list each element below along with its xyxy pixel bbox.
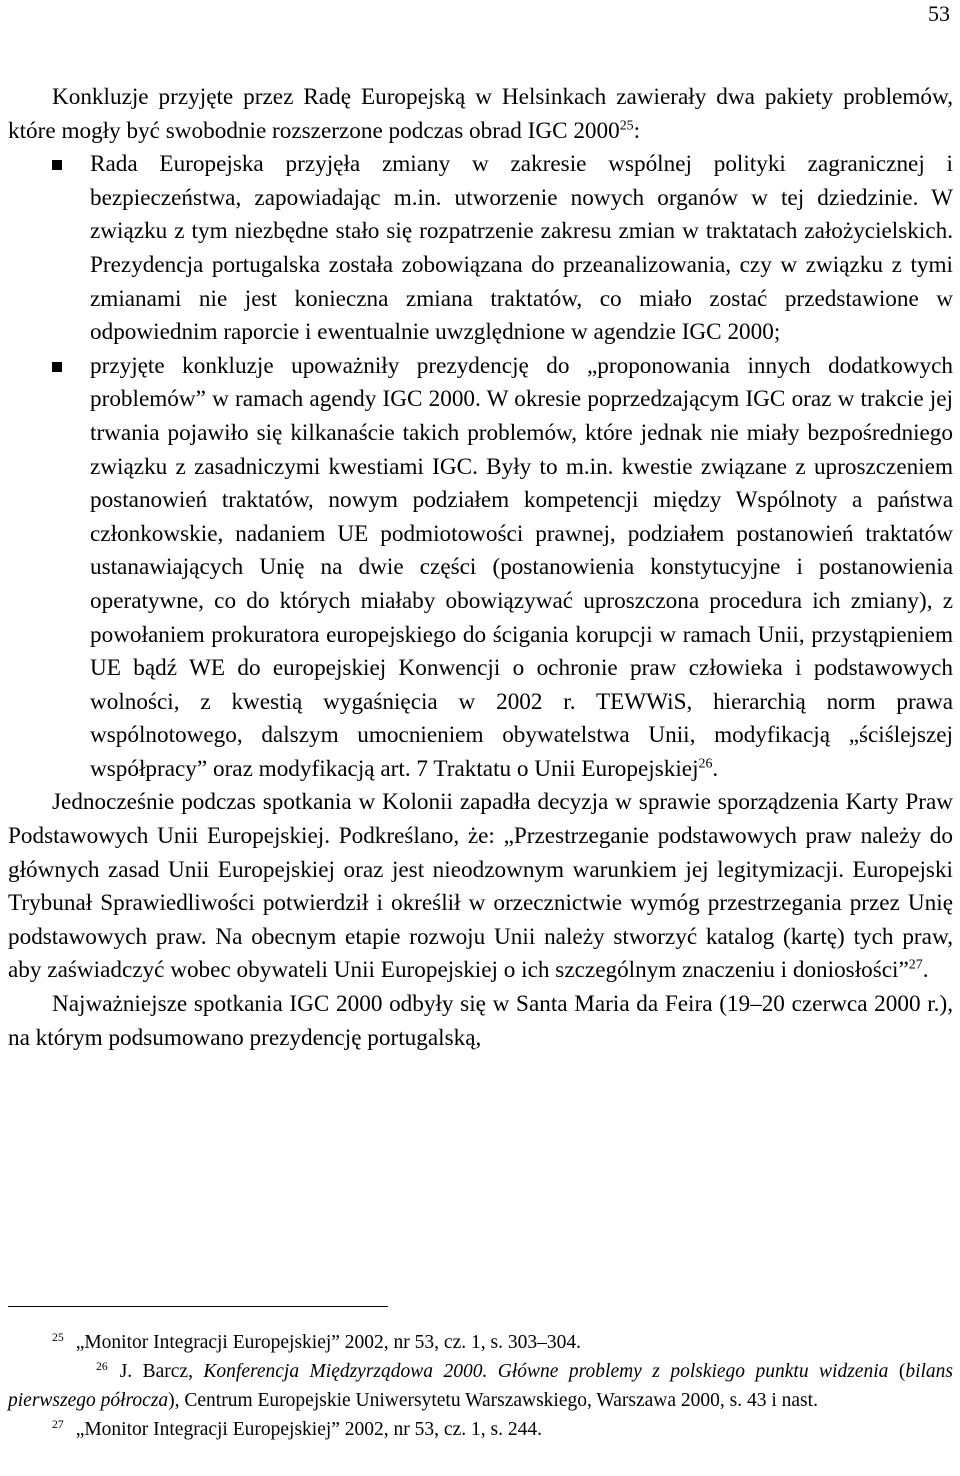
paragraph-charter-text: Jednocześnie podczas spotkania w Kolonii zapadła decyzja w sprawie sporządzenia Karty Praw Podstawowych Unii Europejskiej. Podkreślano, że: „Przestrzeganie podstawowych praw należy do głównych zasad Unii Europejskiej oraz jest nieodzownym warunkiem jej legitymizacji. Europejski Trybunał Sprawiedliwości potwierdził i określił w orzecznictwie wymóg przestrzegania przez Unię podstawowych praw. Na obecnym etapie rozwoju Unii należy stworzyć katalog (kartę) tych praw, aby zaświadczyć wobec obywateli Unii Europejskiej o ich szczególnym znaczeniu i doniosłości” bbox=[8, 789, 953, 984]
footnote-number: 25 bbox=[52, 1330, 64, 1344]
footnote-ref-25: 25 bbox=[619, 117, 634, 133]
footnote-separator bbox=[8, 1306, 388, 1307]
paragraph-intro bbox=[8, 81, 953, 148]
footnotes bbox=[8, 1328, 953, 1444]
bullet-list bbox=[8, 148, 953, 786]
paragraph-feira-text: Najważniejsze spotkania IGC 2000 odbyły się w Santa Maria da Feira (19–20 czerwca 2000 r.), na którym podsumowano prezydencję portugalską, bbox=[8, 991, 953, 1051]
footnote-rest: ), Centrum Europejskie Uniwersytetu Warszawskiego, Warszawa 2000, s. 43 i nast. bbox=[168, 1390, 818, 1411]
footnote-27 bbox=[8, 1415, 953, 1444]
footnote-text: „Monitor Integracji Europejskiej” 2002, nr 53, cz. 1, s. 303–304. bbox=[75, 1332, 581, 1353]
paragraph-intro-colon: : bbox=[633, 117, 641, 144]
paragraph-charter bbox=[8, 786, 953, 988]
page-number: 53 bbox=[928, 1, 950, 26]
list-item bbox=[8, 350, 953, 787]
footnote-author: J. Barcz, bbox=[119, 1361, 204, 1382]
paragraph-intro-text: Konkluzje przyjęte przez Radę Europejską w Helsinkach zawierały dwa pakiety problemów, które mogły być swobodnie rozszerzone podczas obrad IGC 2000 bbox=[8, 84, 953, 144]
footnote-ref-27: 27 bbox=[908, 957, 923, 973]
list-item-text: Rada Europejska przyjęła zmiany w zakresie wspólnej polityki zagranicznej i bezpieczeństwa, zapowiadając m.in. utworzenie nowych organów w tej dziedzinie. W związku z tym niezbędne stało się rozpatrzenie zakresu zmian w traktatach założycielskich. Prezydencja portugalska została zobowiązana do przeanalizowania, czy w związku z tymi zmianami nie jest konieczna zmiana traktatów, co miało zostać przedstawione w odpowiednim raporcie i ewentualnie uwzględnione w agendzie IGC 2000; bbox=[90, 151, 953, 346]
footnote-subtitle: bilans pierwszego półrocza bbox=[8, 1361, 954, 1411]
footnote-title: Konferencja Międzyrządowa 2000. Główne problemy z polskiego punktu widzenia bbox=[203, 1361, 889, 1382]
footnote-number: 26 bbox=[96, 1359, 108, 1373]
list-item-text: przyjęte konkluzje upoważniły prezydencję do „proponowania innych dodatkowych problemów” w ramach agendy IGC 2000. W okresie poprzedzającym IGC oraz w trakcie jej trwania pojawiło się kilkanaście takich problemów, które jednak nie miały bezpośredniego związku z zasadniczymi kwestiami IGC. Były to m.in. kwestie związane z uproszczeniem postanowień traktatów, nowym podziałem kompetencji między Wspólnoty a państwa członkowskie, nadaniem UE podmiotowości prawnej, podziałem postanowień traktatów ustanawiających Unię na dwie części (postanowienia konstytucyjne i postanowienia operatywne, co do których miałaby obowiązywać uproszczona procedura ich zmiany), z powołaniem prokuratora europejskiego do ścigania korupcji w ramach Unii, przystąpieniem UE bądź WE do europejskiej Konwencji o ochronie praw człowieka i podstawowych wolności, z kwestią wygaśnięcia w 2002 r. TEWWiS, hierarchią norm prawa wspólnotowego, dalszym umocnieniem obywatelstwa Unii, modyfikacją „ściślejszej współpracy” oraz modyfikacją art. 7 Traktatu o Unii Europejskiej bbox=[90, 352, 953, 782]
list-item-period: . bbox=[712, 755, 719, 782]
footnote-indent bbox=[8, 1361, 52, 1382]
square-bullet-icon bbox=[52, 160, 62, 170]
footnote-paren: ( bbox=[888, 1361, 906, 1382]
footnote-ref-26: 26 bbox=[698, 756, 713, 772]
footnote-26 bbox=[8, 1357, 953, 1415]
paragraph-charter-period: . bbox=[922, 957, 929, 984]
paragraph-feira bbox=[8, 988, 953, 1055]
square-bullet-icon bbox=[52, 362, 62, 372]
list-item bbox=[8, 148, 953, 350]
body-text bbox=[8, 81, 953, 1055]
footnote-text: „Monitor Integracji Europejskiej” 2002, nr 53, cz. 1, s. 244. bbox=[75, 1419, 542, 1440]
footnote-25 bbox=[8, 1328, 953, 1357]
footnote-number: 27 bbox=[52, 1417, 64, 1431]
